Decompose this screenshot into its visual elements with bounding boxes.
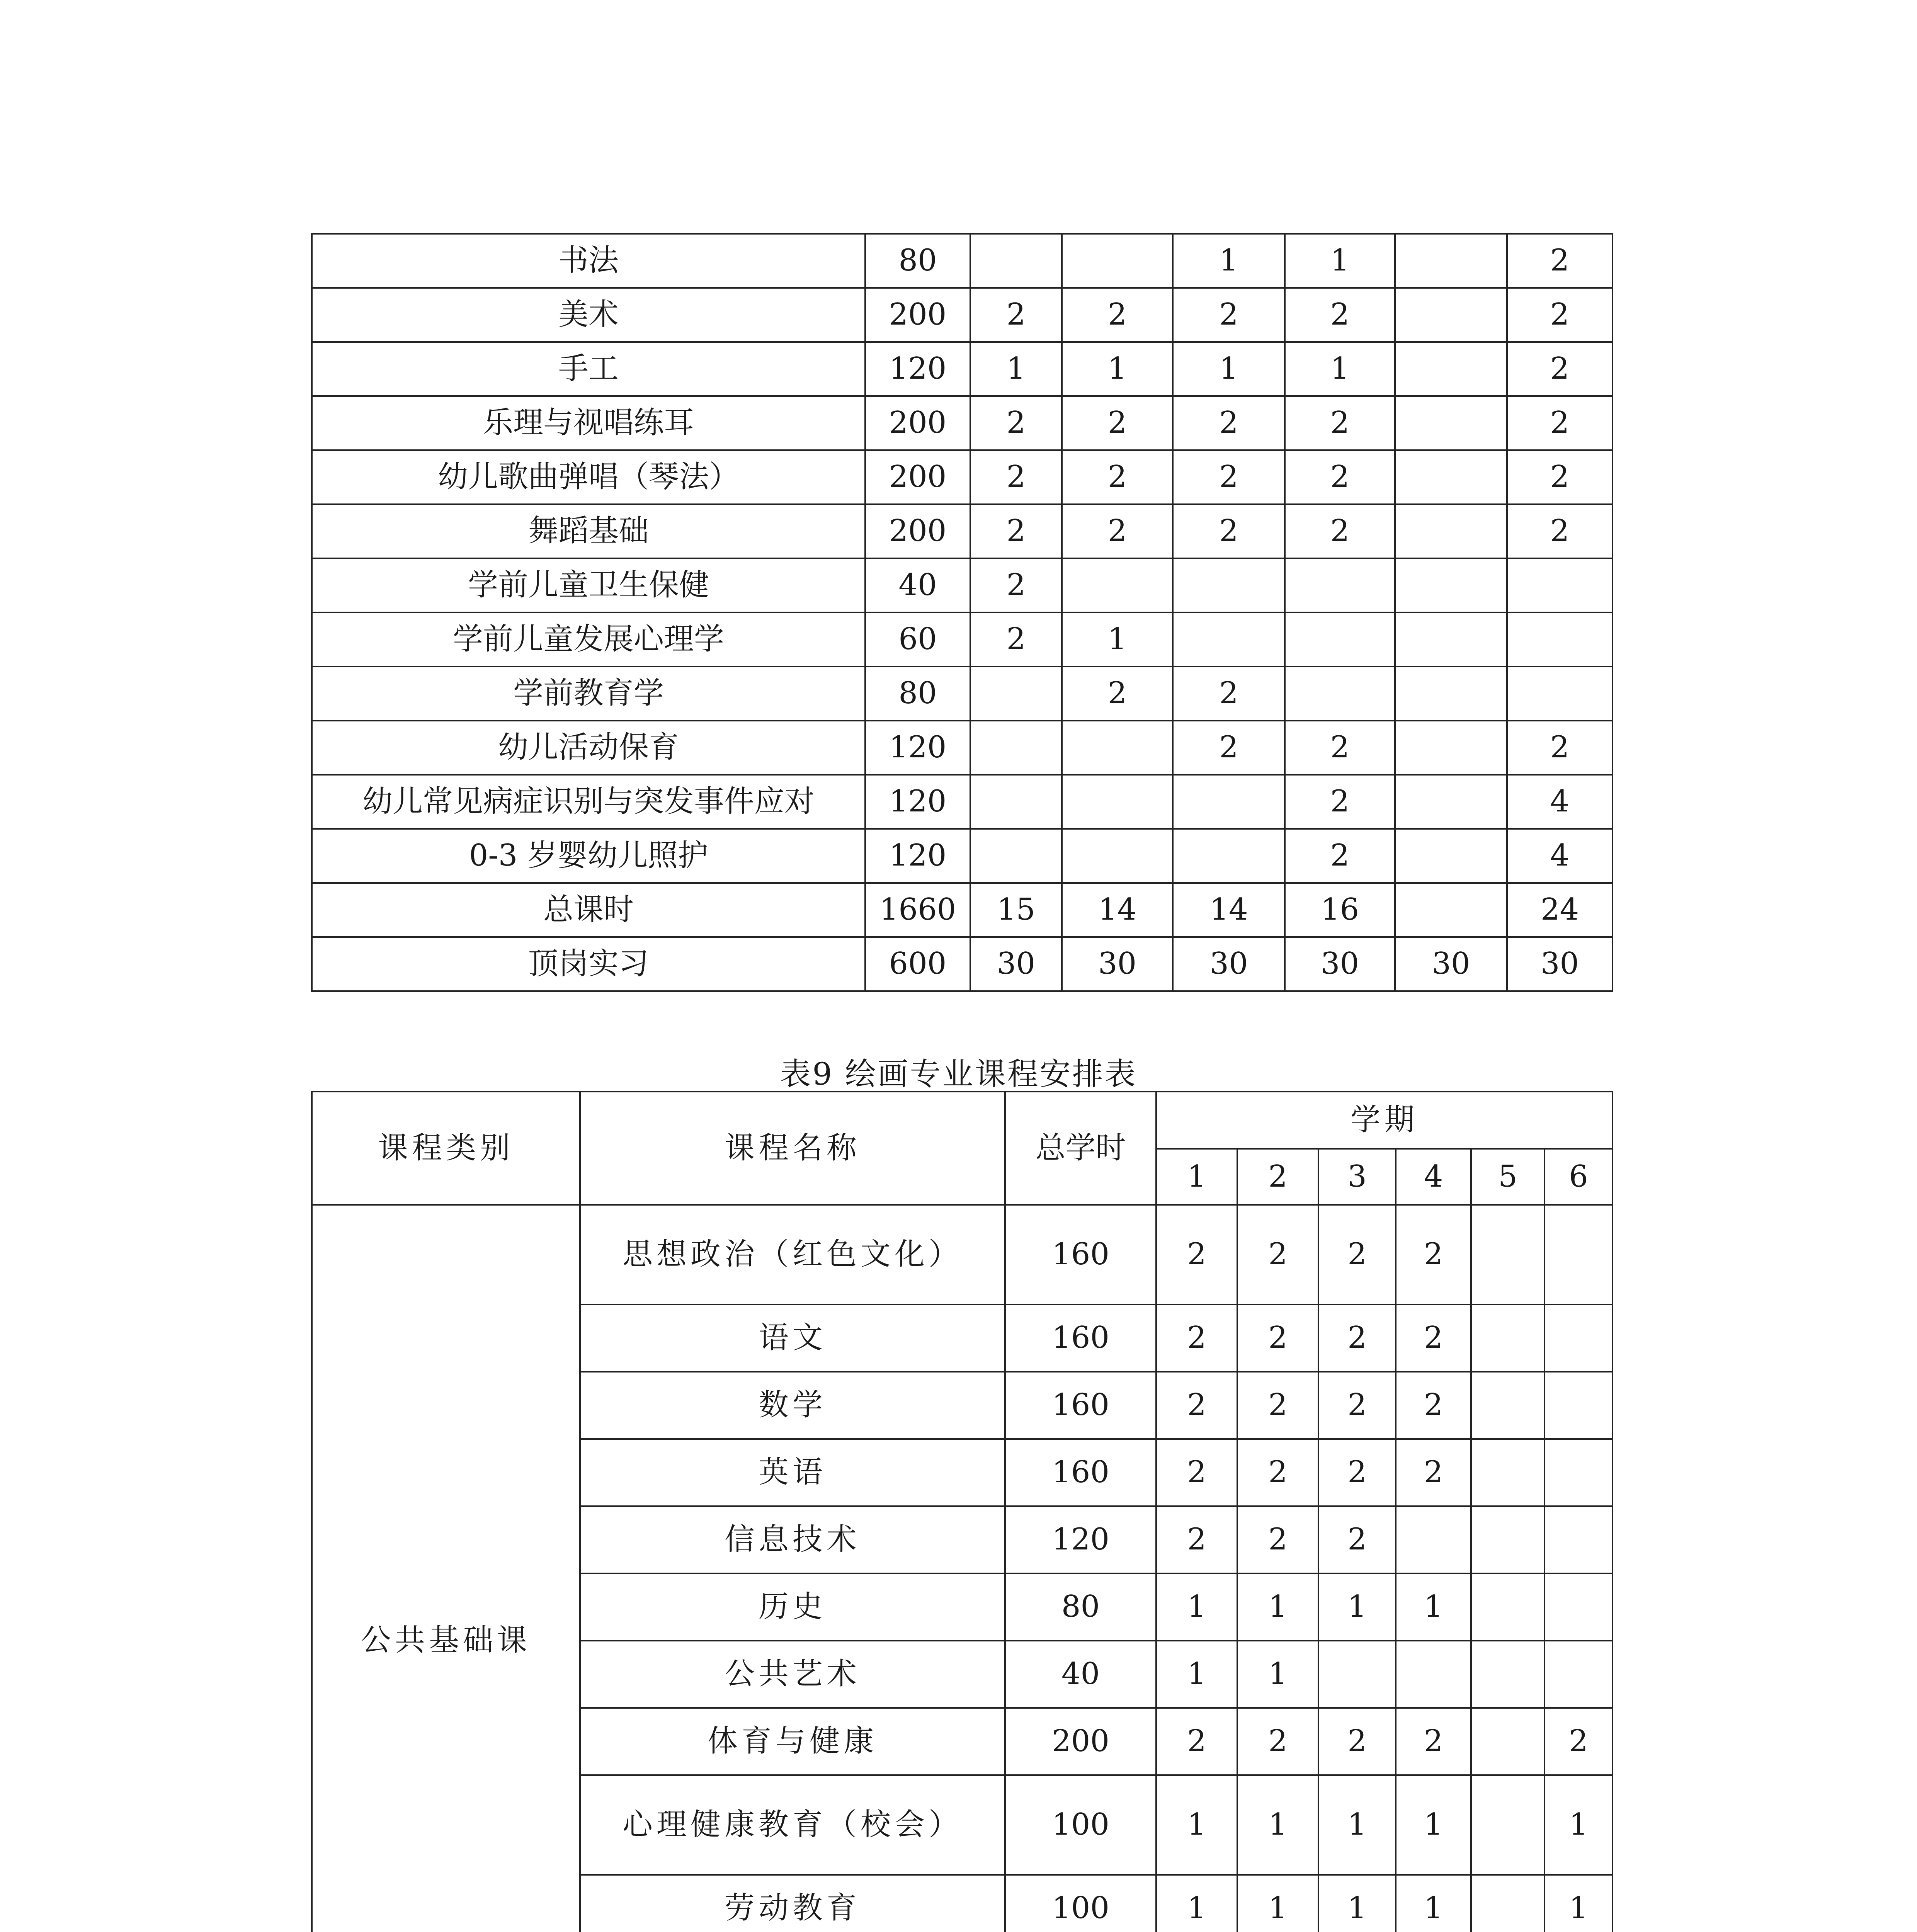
total-hours: 200 — [865, 504, 970, 558]
semester-hours-4: 1 — [1396, 1875, 1471, 1932]
semester-hours-2: 1 — [1062, 342, 1173, 396]
total-hours: 200 — [1005, 1708, 1156, 1775]
semester-hours-6: 2 — [1507, 234, 1613, 288]
semester-hours-3 — [1173, 558, 1285, 612]
total-hours: 160 — [1005, 1205, 1156, 1304]
semester-hours-1: 2 — [970, 450, 1062, 504]
semester-hours-4: 2 — [1285, 288, 1395, 342]
semester-hours-5 — [1471, 1372, 1544, 1439]
semester-hours-2: 2 — [1062, 288, 1173, 342]
semester-hours-1: 2 — [1156, 1439, 1237, 1506]
semester-hours-4: 2 — [1285, 396, 1395, 450]
semester-hours-2: 2 — [1237, 1304, 1318, 1372]
semester-hours-2 — [1062, 775, 1173, 829]
semester-hours-2: 2 — [1062, 450, 1173, 504]
semester-hours-1 — [970, 775, 1062, 829]
semester-hours-2: 1 — [1237, 1875, 1318, 1932]
semester-hours-1 — [970, 667, 1062, 721]
semester-hours-5 — [1471, 1775, 1544, 1875]
header-semester: 学期 — [1156, 1092, 1613, 1149]
semester-hours-5 — [1395, 504, 1507, 558]
semester-hours-4: 2 — [1396, 1708, 1471, 1775]
semester-hours-3: 1 — [1173, 342, 1285, 396]
table-row — [312, 775, 1613, 829]
table-row — [312, 450, 1613, 504]
semester-hours-2: 14 — [1062, 883, 1173, 937]
semester-hours-4: 2 — [1285, 775, 1395, 829]
semester-hours-6: 4 — [1507, 775, 1613, 829]
course-table-continued — [311, 233, 1613, 992]
semester-hours-6 — [1544, 1573, 1613, 1641]
semester-hours-1: 2 — [1156, 1372, 1237, 1439]
semester-hours-6 — [1544, 1506, 1613, 1573]
semester-hours-4: 2 — [1285, 504, 1395, 558]
semester-hours-3: 1 — [1318, 1875, 1396, 1932]
semester-hours-3 — [1318, 1641, 1396, 1708]
semester-hours-5 — [1395, 667, 1507, 721]
course-name: 劳动教育 — [580, 1875, 1005, 1932]
course-name: 信息技术 — [580, 1506, 1005, 1573]
semester-hours-2: 2 — [1237, 1372, 1318, 1439]
semester-hours-5 — [1395, 775, 1507, 829]
course-name: 幼儿常见病症识别与突发事件应对 — [312, 775, 865, 829]
semester-hours-6: 2 — [1507, 504, 1613, 558]
semester-hours-3: 2 — [1318, 1205, 1396, 1304]
course-name: 历史 — [580, 1573, 1005, 1641]
semester-hours-3: 30 — [1173, 937, 1285, 991]
semester-hours-3: 2 — [1318, 1439, 1396, 1506]
course-name: 思想政治（红色文化） — [580, 1205, 1005, 1304]
table-row — [312, 342, 1613, 396]
table-row — [312, 721, 1613, 775]
semester-hours-4: 2 — [1285, 721, 1395, 775]
header-category: 课程类别 — [312, 1092, 580, 1205]
semester-hours-6 — [1507, 612, 1613, 667]
semester-hours-5 — [1471, 1304, 1544, 1372]
total-hours: 160 — [1005, 1439, 1156, 1506]
semester-hours-6: 2 — [1507, 288, 1613, 342]
semester-hours-1 — [970, 829, 1062, 883]
semester-hours-1: 2 — [970, 288, 1062, 342]
semester-hours-1: 2 — [1156, 1205, 1237, 1304]
course-name: 0-3 岁婴幼儿照护 — [312, 829, 865, 883]
semester-hours-4: 2 — [1396, 1304, 1471, 1372]
total-hours: 100 — [1005, 1775, 1156, 1875]
semester-hours-2: 1 — [1237, 1641, 1318, 1708]
semester-hours-2 — [1062, 829, 1173, 883]
semester-hours-1: 2 — [970, 612, 1062, 667]
table-row — [312, 396, 1613, 450]
course-name: 总课时 — [312, 883, 865, 937]
semester-hours-5 — [1395, 558, 1507, 612]
semester-hours-1: 15 — [970, 883, 1062, 937]
semester-hours-1: 2 — [1156, 1506, 1237, 1573]
semester-hours-4: 30 — [1285, 937, 1395, 991]
semester-hours-2: 30 — [1062, 937, 1173, 991]
table-row — [312, 558, 1613, 612]
semester-5: 5 — [1471, 1149, 1544, 1205]
total-hours: 100 — [1005, 1875, 1156, 1932]
table-caption: 表9 绘画专业课程安排表 — [780, 1056, 1137, 1092]
semester-hours-4: 16 — [1285, 883, 1395, 937]
total-hours: 120 — [1005, 1506, 1156, 1573]
semester-2: 2 — [1237, 1149, 1318, 1205]
semester-hours-3: 2 — [1318, 1506, 1396, 1573]
semester-hours-4 — [1396, 1506, 1471, 1573]
semester-hours-1 — [970, 234, 1062, 288]
semester-hours-1: 2 — [1156, 1708, 1237, 1775]
semester-hours-4: 2 — [1396, 1372, 1471, 1439]
semester-hours-5 — [1471, 1708, 1544, 1775]
semester-hours-5 — [1471, 1506, 1544, 1573]
semester-hours-3: 14 — [1173, 883, 1285, 937]
semester-hours-2: 1 — [1237, 1573, 1318, 1641]
semester-hours-5 — [1395, 883, 1507, 937]
total-hours: 120 — [865, 775, 970, 829]
semester-3: 3 — [1318, 1149, 1396, 1205]
total-hours: 60 — [865, 612, 970, 667]
semester-hours-2: 2 — [1062, 396, 1173, 450]
semester-hours-1: 1 — [1156, 1573, 1237, 1641]
course-name: 舞蹈基础 — [312, 504, 865, 558]
course-name: 幼儿歌曲弹唱（琴法） — [312, 450, 865, 504]
semester-hours-3: 2 — [1318, 1708, 1396, 1775]
semester-hours-3: 2 — [1173, 288, 1285, 342]
course-name: 语文 — [580, 1304, 1005, 1372]
semester-hours-4: 2 — [1285, 450, 1395, 504]
semester-hours-6: 1 — [1544, 1775, 1613, 1875]
total-hours: 80 — [865, 234, 970, 288]
semester-hours-3: 2 — [1173, 396, 1285, 450]
semester-hours-3 — [1173, 775, 1285, 829]
semester-hours-5 — [1395, 342, 1507, 396]
semester-hours-6: 2 — [1507, 396, 1613, 450]
semester-hours-4: 2 — [1396, 1439, 1471, 1506]
semester-hours-3: 1 — [1173, 234, 1285, 288]
category-public-basic: 公共基础课 — [312, 1205, 580, 1932]
semester-hours-6: 4 — [1507, 829, 1613, 883]
semester-hours-4: 1 — [1396, 1573, 1471, 1641]
total-hours: 1660 — [865, 883, 970, 937]
course-name: 英语 — [580, 1439, 1005, 1506]
course-name: 学前儿童发展心理学 — [312, 612, 865, 667]
course-name: 学前教育学 — [312, 667, 865, 721]
total-hours: 40 — [865, 558, 970, 612]
semester-hours-5 — [1471, 1439, 1544, 1506]
semester-hours-4: 1 — [1396, 1775, 1471, 1875]
semester-hours-5: 30 — [1395, 937, 1507, 991]
table-row — [312, 937, 1613, 991]
course-name: 顶岗实习 — [312, 937, 865, 991]
semester-hours-4 — [1285, 612, 1395, 667]
semester-hours-2: 2 — [1237, 1439, 1318, 1506]
semester-hours-4 — [1285, 667, 1395, 721]
semester-hours-3: 2 — [1173, 667, 1285, 721]
semester-hours-4: 1 — [1285, 234, 1395, 288]
table-row — [312, 234, 1613, 288]
semester-hours-4: 1 — [1285, 342, 1395, 396]
semester-hours-2: 2 — [1237, 1506, 1318, 1573]
semester-hours-2 — [1062, 558, 1173, 612]
course-name: 学前儿童卫生保健 — [312, 558, 865, 612]
semester-hours-2: 2 — [1062, 504, 1173, 558]
semester-1: 1 — [1156, 1149, 1237, 1205]
course-name: 幼儿活动保育 — [312, 721, 865, 775]
semester-hours-1: 2 — [970, 396, 1062, 450]
course-name: 心理健康教育（校会） — [580, 1775, 1005, 1875]
semester-hours-1: 2 — [1156, 1304, 1237, 1372]
semester-hours-3: 1 — [1318, 1573, 1396, 1641]
semester-hours-1 — [970, 721, 1062, 775]
semester-hours-2: 2 — [1062, 667, 1173, 721]
total-hours: 120 — [865, 829, 970, 883]
semester-hours-3: 2 — [1318, 1304, 1396, 1372]
total-hours: 200 — [865, 396, 970, 450]
semester-hours-5 — [1395, 234, 1507, 288]
semester-hours-5 — [1395, 396, 1507, 450]
course-name: 体育与健康 — [580, 1708, 1005, 1775]
semester-hours-5 — [1395, 288, 1507, 342]
semester-hours-3: 1 — [1318, 1775, 1396, 1875]
semester-hours-6: 24 — [1507, 883, 1613, 937]
table-row — [312, 288, 1613, 342]
semester-hours-1: 2 — [970, 504, 1062, 558]
total-hours: 200 — [865, 450, 970, 504]
table-row — [312, 612, 1613, 667]
semester-hours-2 — [1062, 234, 1173, 288]
semester-hours-6 — [1507, 558, 1613, 612]
semester-hours-3: 2 — [1173, 450, 1285, 504]
semester-hours-3: 2 — [1173, 504, 1285, 558]
semester-hours-5 — [1471, 1641, 1544, 1708]
header-course-name: 课程名称 — [580, 1092, 1005, 1205]
course-name: 书法 — [312, 234, 865, 288]
total-hours: 80 — [865, 667, 970, 721]
semester-hours-3 — [1173, 829, 1285, 883]
semester-hours-6 — [1507, 667, 1613, 721]
semester-hours-6 — [1544, 1372, 1613, 1439]
semester-hours-1: 1 — [1156, 1641, 1237, 1708]
total-hours: 160 — [1005, 1372, 1156, 1439]
total-hours: 120 — [865, 342, 970, 396]
semester-4: 4 — [1396, 1149, 1471, 1205]
semester-hours-6 — [1544, 1205, 1613, 1304]
semester-hours-1: 30 — [970, 937, 1062, 991]
semester-hours-1: 1 — [970, 342, 1062, 396]
semester-hours-6 — [1544, 1304, 1613, 1372]
semester-hours-6 — [1544, 1439, 1613, 1506]
total-hours: 600 — [865, 937, 970, 991]
header-total-hours: 总学时 — [1005, 1092, 1156, 1205]
course-name: 手工 — [312, 342, 865, 396]
semester-hours-2 — [1062, 721, 1173, 775]
semester-hours-2: 1 — [1062, 612, 1173, 667]
table-row — [312, 504, 1613, 558]
semester-hours-4 — [1285, 558, 1395, 612]
semester-hours-3: 2 — [1173, 721, 1285, 775]
semester-hours-4: 2 — [1396, 1205, 1471, 1304]
table-row — [312, 1205, 1613, 1304]
semester-hours-6: 1 — [1544, 1875, 1613, 1932]
total-hours: 80 — [1005, 1573, 1156, 1641]
course-name: 数学 — [580, 1372, 1005, 1439]
semester-hours-1: 1 — [1156, 1775, 1237, 1875]
course-name: 公共艺术 — [580, 1641, 1005, 1708]
semester-hours-1: 2 — [970, 558, 1062, 612]
course-name: 乐理与视唱练耳 — [312, 396, 865, 450]
semester-hours-4: 2 — [1285, 829, 1395, 883]
total-hours: 120 — [865, 721, 970, 775]
semester-hours-6: 30 — [1507, 937, 1613, 991]
table-row — [312, 667, 1613, 721]
painting-course-schedule-table — [311, 1091, 1613, 1932]
table-row — [312, 883, 1613, 937]
semester-hours-5 — [1395, 829, 1507, 883]
semester-hours-5 — [1395, 450, 1507, 504]
semester-hours-2: 1 — [1237, 1775, 1318, 1875]
semester-hours-6 — [1544, 1641, 1613, 1708]
course-name: 美术 — [312, 288, 865, 342]
header-row — [312, 1092, 1613, 1149]
semester-hours-5 — [1471, 1205, 1544, 1304]
semester-hours-6: 2 — [1544, 1708, 1613, 1775]
semester-hours-3 — [1173, 612, 1285, 667]
semester-hours-6: 2 — [1507, 342, 1613, 396]
table-row — [312, 829, 1613, 883]
total-hours: 200 — [865, 288, 970, 342]
semester-hours-5 — [1471, 1875, 1544, 1932]
total-hours: 160 — [1005, 1304, 1156, 1372]
semester-hours-6: 2 — [1507, 450, 1613, 504]
semester-hours-2: 2 — [1237, 1708, 1318, 1775]
semester-hours-5 — [1395, 721, 1507, 775]
total-hours: 40 — [1005, 1641, 1156, 1708]
semester-hours-4 — [1396, 1641, 1471, 1708]
semester-hours-5 — [1395, 612, 1507, 667]
semester-hours-5 — [1471, 1573, 1544, 1641]
semester-6: 6 — [1544, 1149, 1613, 1205]
semester-hours-1: 1 — [1156, 1875, 1237, 1932]
semester-hours-3: 2 — [1318, 1372, 1396, 1439]
semester-hours-6: 2 — [1507, 721, 1613, 775]
semester-hours-2: 2 — [1237, 1205, 1318, 1304]
